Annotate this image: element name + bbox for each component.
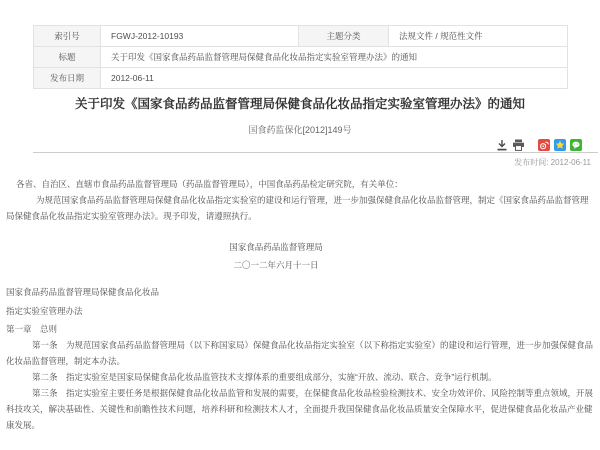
chapter-heading: 第一章 总则 xyxy=(6,324,58,334)
page-title: 关于印发《国家食品药品监督管理局保健食品化妆品指定实验室管理办法》的通知 xyxy=(74,97,525,111)
share-weibo-icon[interactable] xyxy=(538,139,550,151)
signer: 国家食品药品监督管理局 xyxy=(229,242,323,252)
table-row xyxy=(34,47,568,68)
share-qzone-icon[interactable] xyxy=(554,139,566,151)
regulation-title-line1: 国家食品药品监督管理局保健食品化妆品 xyxy=(6,287,160,297)
meta-label-title: 标题 xyxy=(34,47,101,68)
publish-time: 发布时间: 2012-06-11 xyxy=(514,158,591,167)
regulation-title-line2: 指定实验室管理办法 xyxy=(6,306,83,316)
regulation-title xyxy=(6,283,595,321)
salutation: 各省、自治区、直辖市食品药品监督管理局（药品监督管理局），中国食品药品检定研究院，有关单位： xyxy=(16,179,403,189)
article-3: 第三条 指定实验室主要任务是根据保健食品化妆品监管和发展的需要，在保健食品化妆品检验检测技术、安全功效评价、风险控制等重点领域，开展科技攻关，解决基础性、关键性和前瞻性技术问题，培养科研和检测技术人才，全面提升我国保健食品化妆品质量安全保障水平，促进保健食品化妆品产业健康发展。 xyxy=(6,388,594,430)
meta-value-date: 2012-06-11 xyxy=(101,68,568,89)
meta-value-category: 法规文件 / 规范性文件 xyxy=(389,26,568,47)
signature-block xyxy=(6,238,546,274)
meta-value-title: 关于印发《国家食品药品监督管理局保健食品化妆品指定实验室管理办法》的通知 xyxy=(101,47,568,68)
article-1: 第一条 为规范国家食品药品监督管理局（以下称国家局）保健食品化妆品指定实验室（以下称指定实验室）的建设和运行管理，进一步加强保健食品化妆品监督管理，制定本办法。 xyxy=(6,340,594,366)
meta-label-date: 发布日期 xyxy=(34,68,101,89)
download-icon[interactable] xyxy=(496,139,508,151)
article-2: 第二条 指定实验室是国家局保健食品化妆品监管技术支撑体系的重要组成部分，实施“开放、流动、联合、竞争”运行机制。 xyxy=(32,372,497,382)
intro-paragraph: 为规范国家食品药品监督管理局保健食品化妆品指定实验室的建设和运行管理，进一步加强保健食品化妆品监督管理，制定《国家食品药品监督管理局保健食品化妆品指定实验室管理办法》。现予印发，请遵照执行。 xyxy=(6,195,589,221)
share-wechat-icon[interactable] xyxy=(570,139,582,151)
meta-label-category: 主题分类 xyxy=(299,26,389,47)
document-body xyxy=(6,176,595,433)
meta-value-index: FGWJ-2012-10193 xyxy=(101,26,299,47)
table-row xyxy=(34,68,568,89)
document-meta-table xyxy=(33,25,568,89)
doc-number: 国食药监保化[2012]149号 xyxy=(248,125,352,135)
divider xyxy=(33,152,598,153)
meta-label-index: 索引号 xyxy=(34,26,101,47)
print-icon[interactable] xyxy=(512,139,525,151)
sign-date: 二〇一二年六月十一日 xyxy=(233,260,319,270)
table-row xyxy=(34,26,568,47)
toolbar xyxy=(496,139,582,151)
